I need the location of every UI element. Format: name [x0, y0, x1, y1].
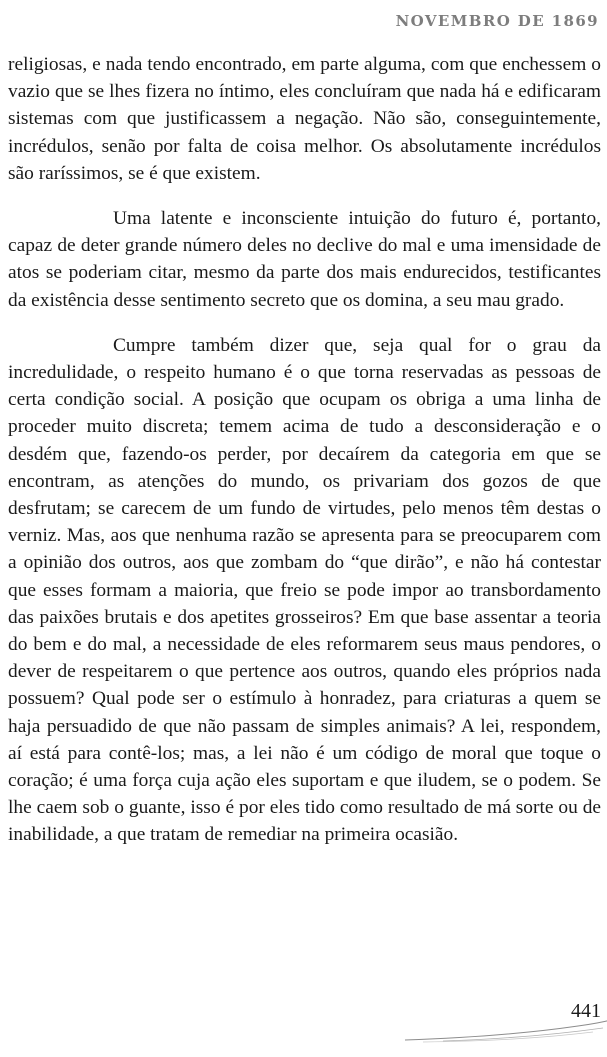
page-number: 441	[571, 1000, 601, 1022]
paragraph: Uma latente e inconsciente intuição do futuro é, portanto, capaz de deter grande número deles no declive do mal e uma imensidade de atos se poderiam citar, mesmo da parte dos mais endurecidos, testificantes da existência desse sentimento secreto que os domina, a seu mau grado.	[8, 208, 601, 311]
book-page	[8, 0, 601, 1057]
paragraph-continuation: religiosas, e nada tendo encontrado, em parte alguma, com que enchessem o vazio que se lhes fizera no íntimo, eles concluíram que nada há e edificaram sistemas com que justificassem a negação. Não são, conseguintemente, incrédulos, senão por falta de coisa melhor. Os absolutamente incrédulos são raríssimos, se é que existem.	[8, 54, 601, 184]
body-text	[8, 51, 601, 867]
paragraph: Cumpre também dizer que, seja qual for o grau da incredulidade, o respeito humano é o que torna reservadas as pessoas de certa condição social. A posição que ocupam os obriga a uma linha de proceder muito discreta; temem acima de tudo a desconsideração e o desdém que, fazendo-os perder, por decaírem da categoria em que se encontram, as atenções do mundo, os privariam dos gozos de que desfrutam; se carecem de um fundo de virtudes, pelo menos têm destas o verniz. Mas, aos que nenhuma razão se apresenta para se preocuparem com a opinião dos outros, aos que zombam do “que dirão”, e não há contestar que esses formam a maioria, que freio se pode impor ao transbordamento das paixões brutais e dos apetites grosseiros? Em que base assentar a teoria do bem e do mal, a necessidade de eles reformarem seus maus pendores, o dever de respeitarem o que pertence aos outros, quando eles próprios nada possuem? Qual pode ser o estímulo à honradez, para criaturas a quem se haja persuadido de que não passam de simples animais? A lei, respondem, aí está para contê-los; mas, a lei não é um código de moral que toque o coração; é uma força cuja ação eles suportam e que iludem, se o podem. Se lhe caem sob o guante, isso é por eles tido como resultado de má sorte ou de inabilidade, a que tratam de remediar na primeira ocasião.	[8, 334, 601, 846]
running-header: NOVEMBRO DE 1869	[395, 12, 599, 30]
